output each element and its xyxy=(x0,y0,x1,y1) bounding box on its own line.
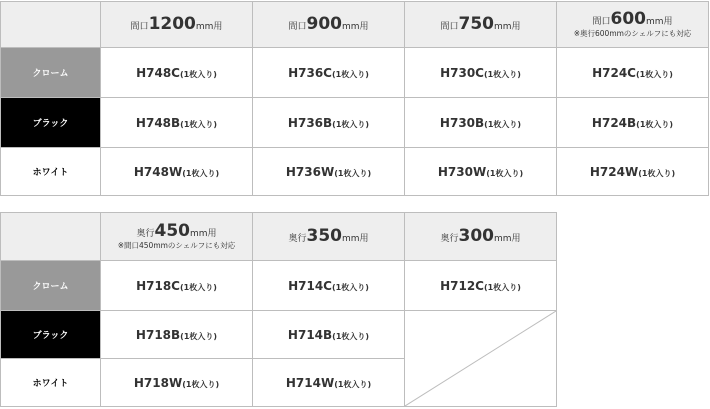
product-cell: H736C(1枚入り) xyxy=(253,48,405,98)
header-depth-350: 奥行350mm用 xyxy=(253,213,405,261)
product-table-width xyxy=(0,1,709,196)
row-label-black: ブラック xyxy=(1,98,101,148)
header-note: ※間口450mmのシェルフにも対応 xyxy=(117,241,236,251)
row-label-white: ホワイト xyxy=(1,359,101,407)
product-cell: H730B(1枚入り) xyxy=(405,98,557,148)
product-cell: H714W(1枚入り) xyxy=(253,359,405,407)
product-cell: H730C(1枚入り) xyxy=(405,48,557,98)
header-depth-300: 奥行300mm用 xyxy=(405,213,557,261)
row-label-white: ホワイト xyxy=(1,148,101,196)
product-cell: H730W(1枚入り) xyxy=(405,148,557,196)
header-note: ※奥行600mmのシェルフにも対応 xyxy=(573,29,692,39)
header-width-750: 間口750mm用 xyxy=(405,2,557,48)
product-cell: H748W(1枚入り) xyxy=(101,148,253,196)
row-label-black: ブラック xyxy=(1,311,101,359)
header-width-900: 間口900mm用 xyxy=(253,2,405,48)
product-cell: H718W(1枚入り) xyxy=(101,359,253,407)
header-width-600: 間口600mm用 ※奥行600mmのシェルフにも対応 xyxy=(557,2,709,48)
product-cell: H736W(1枚入り) xyxy=(253,148,405,196)
corner-cell xyxy=(1,2,101,48)
product-cell: H748C(1枚入り) xyxy=(101,48,253,98)
header-width-1200: 間口1200mm用 xyxy=(101,2,253,48)
diagonal-strike xyxy=(405,311,556,406)
header-depth-450: 奥行450mm用 ※間口450mmのシェルフにも対応 xyxy=(101,213,253,261)
product-cell: H724C(1枚入り) xyxy=(557,48,709,98)
product-cell: H748B(1枚入り) xyxy=(101,98,253,148)
product-cell: H718B(1枚入り) xyxy=(101,311,253,359)
not-available-cell xyxy=(405,311,557,407)
product-cell: H714B(1枚入り) xyxy=(253,311,405,359)
product-cell: H712C(1枚入り) xyxy=(405,261,557,311)
product-cell: H714C(1枚入り) xyxy=(253,261,405,311)
product-cell: H724W(1枚入り) xyxy=(557,148,709,196)
product-cell: H724B(1枚入り) xyxy=(557,98,709,148)
row-label-chrome: クローム xyxy=(1,48,101,98)
row-label-chrome: クローム xyxy=(1,261,101,311)
corner-cell xyxy=(1,213,101,261)
product-cell: H718C(1枚入り) xyxy=(101,261,253,311)
product-cell: H736B(1枚入り) xyxy=(253,98,405,148)
product-table-depth xyxy=(0,212,557,407)
